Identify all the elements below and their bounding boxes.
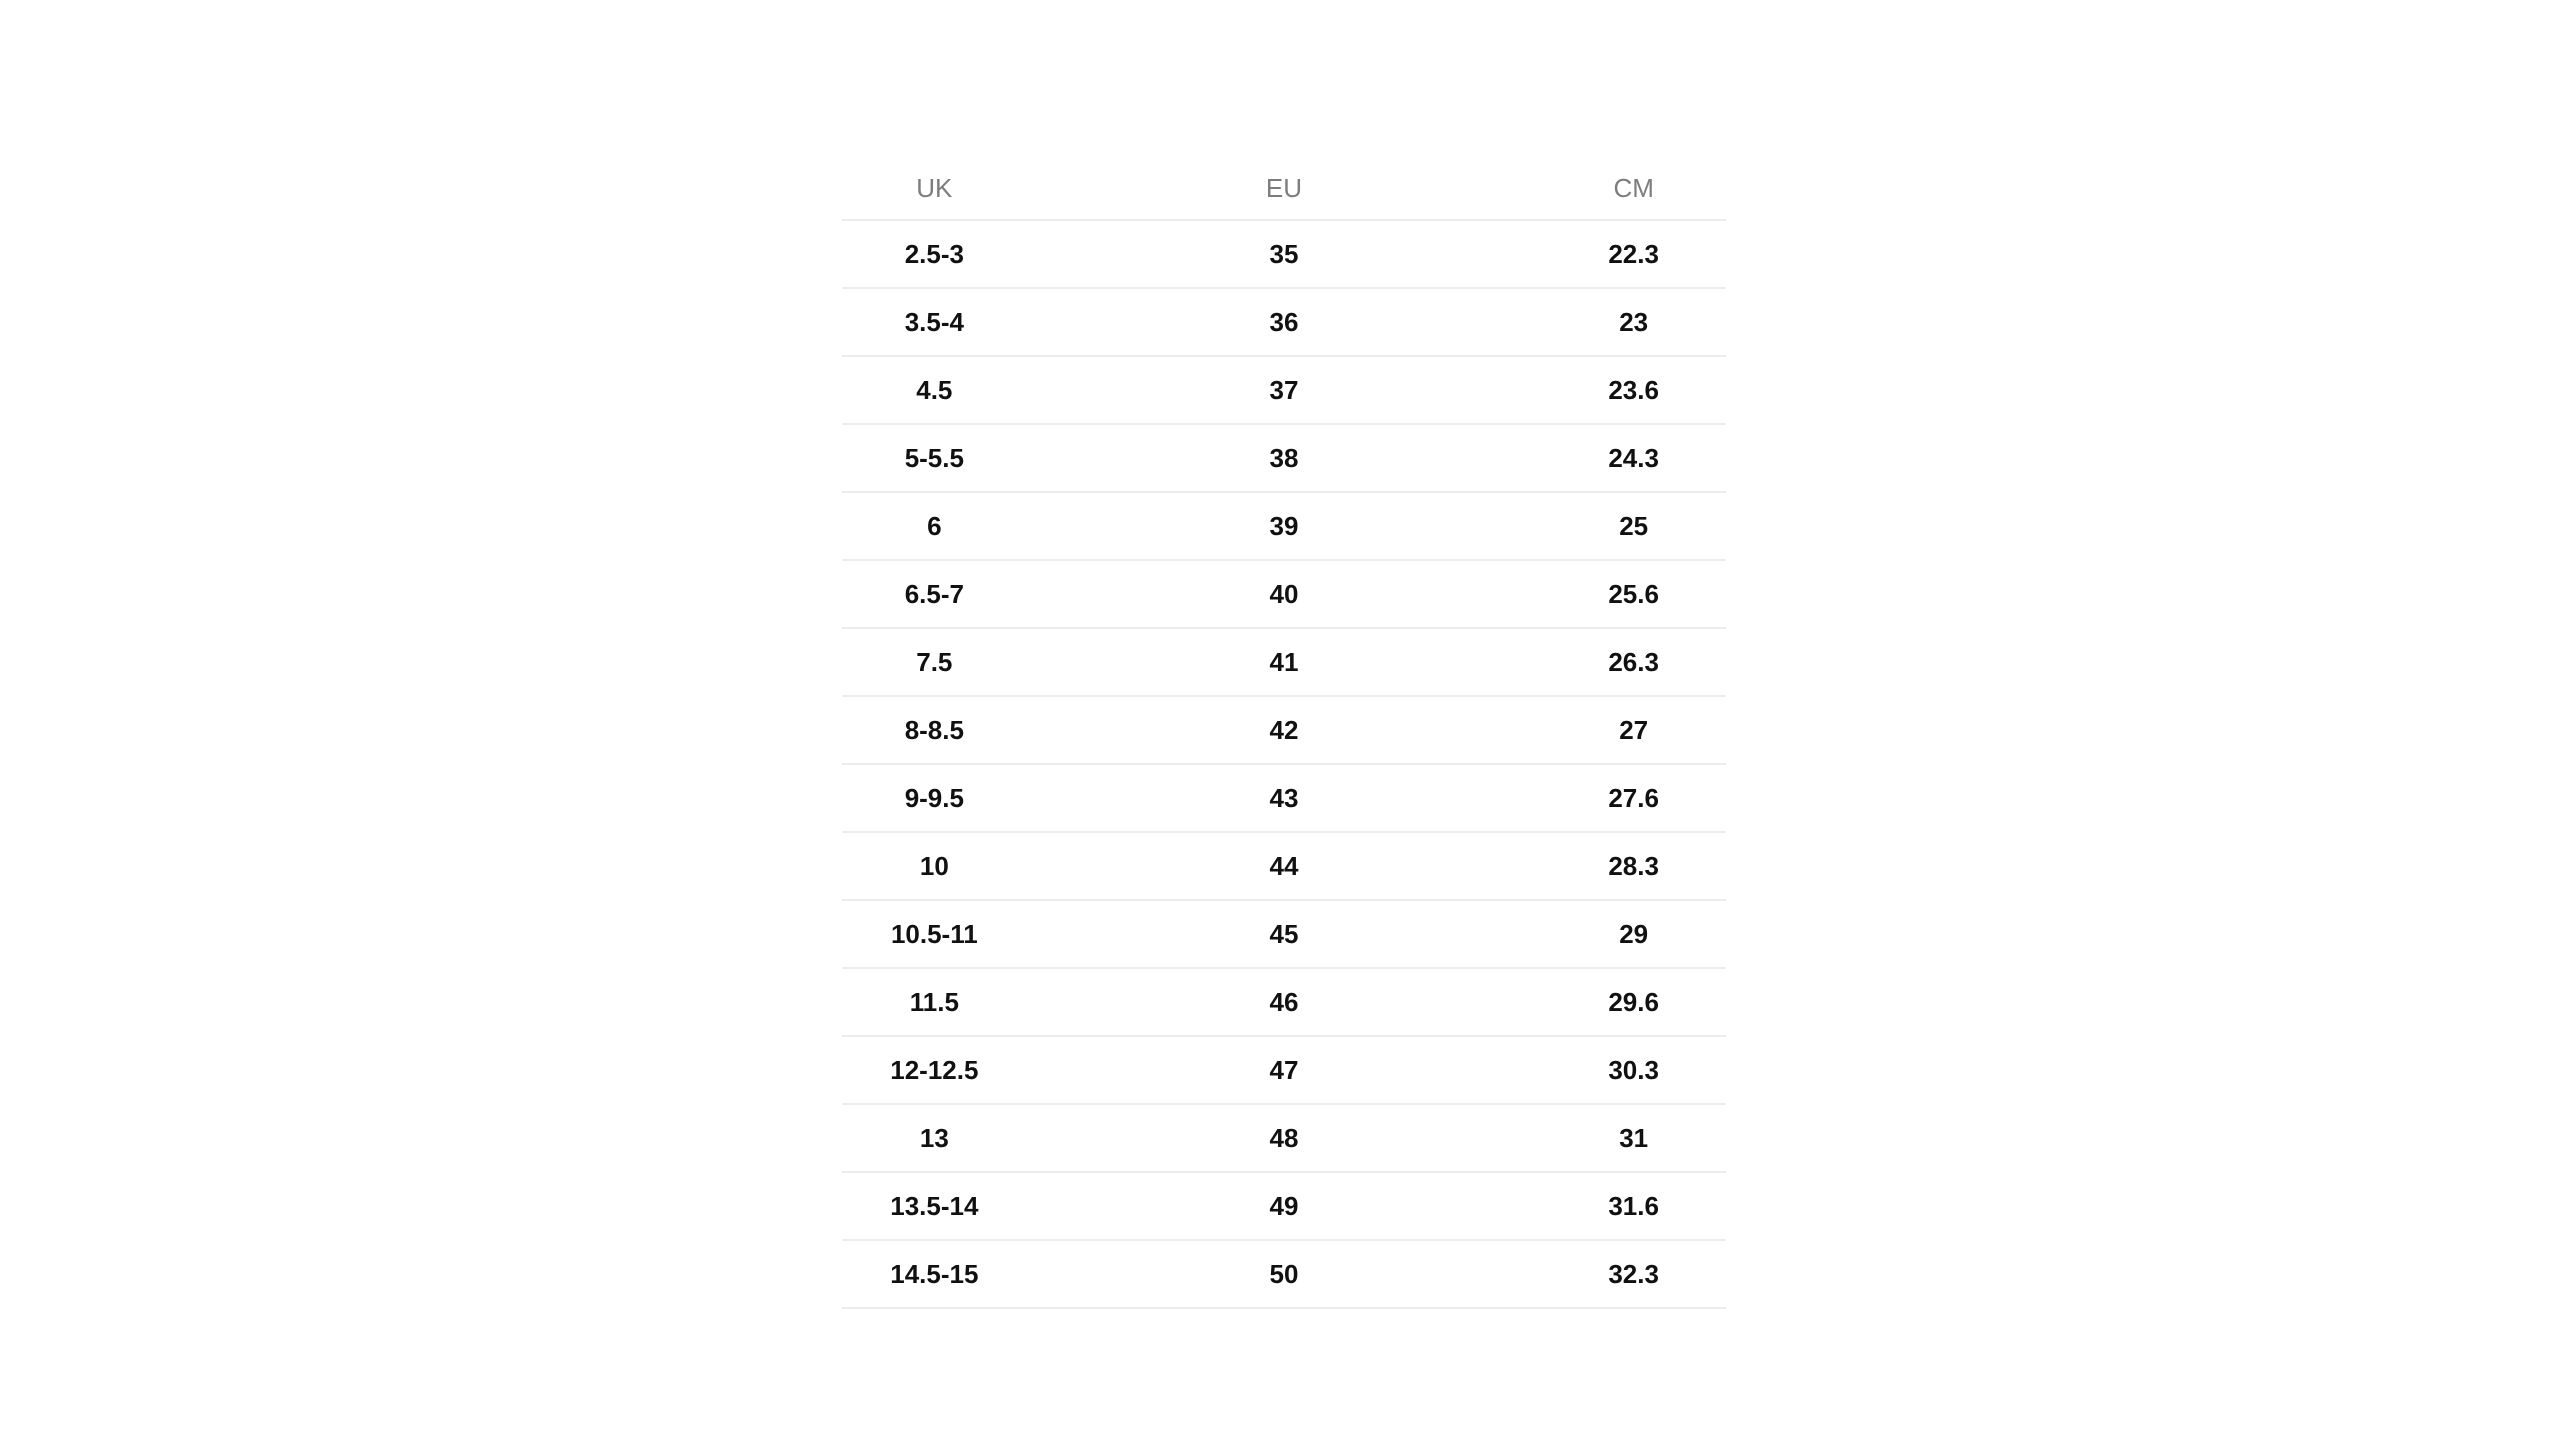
cell-uk: 11.5 <box>842 968 1137 1036</box>
table-row <box>842 628 1726 696</box>
size-chart-table <box>842 157 1726 1309</box>
cell-cm: 27.6 <box>1431 764 1726 832</box>
cell-cm: 23 <box>1431 288 1726 356</box>
cell-eu: 37 <box>1137 356 1432 424</box>
column-header-uk: UK <box>842 157 1137 220</box>
cell-uk: 10 <box>842 832 1137 900</box>
table-row <box>842 696 1726 764</box>
cell-eu: 35 <box>1137 220 1432 288</box>
table-row <box>842 356 1726 424</box>
table-row <box>842 1104 1726 1172</box>
table-row <box>842 1036 1726 1104</box>
cell-cm: 32.3 <box>1431 1240 1726 1308</box>
cell-cm: 30.3 <box>1431 1036 1726 1104</box>
cell-uk: 7.5 <box>842 628 1137 696</box>
table-row <box>842 968 1726 1036</box>
cell-eu: 41 <box>1137 628 1432 696</box>
cell-uk: 13.5-14 <box>842 1172 1137 1240</box>
cell-cm: 31.6 <box>1431 1172 1726 1240</box>
table-row <box>842 900 1726 968</box>
cell-uk: 12-12.5 <box>842 1036 1137 1104</box>
cell-eu: 44 <box>1137 832 1432 900</box>
cell-uk: 6 <box>842 492 1137 560</box>
table-header <box>842 157 1726 220</box>
cell-cm: 24.3 <box>1431 424 1726 492</box>
table-row <box>842 764 1726 832</box>
cell-cm: 22.3 <box>1431 220 1726 288</box>
cell-eu: 47 <box>1137 1036 1432 1104</box>
cell-uk: 3.5-4 <box>842 288 1137 356</box>
cell-cm: 28.3 <box>1431 832 1726 900</box>
cell-cm: 25.6 <box>1431 560 1726 628</box>
table-row <box>842 560 1726 628</box>
cell-uk: 13 <box>842 1104 1137 1172</box>
cell-eu: 42 <box>1137 696 1432 764</box>
table-row <box>842 288 1726 356</box>
cell-eu: 43 <box>1137 764 1432 832</box>
table-row <box>842 1172 1726 1240</box>
table-row <box>842 220 1726 288</box>
cell-eu: 46 <box>1137 968 1432 1036</box>
table-row <box>842 492 1726 560</box>
cell-eu: 50 <box>1137 1240 1432 1308</box>
cell-uk: 2.5-3 <box>842 220 1137 288</box>
cell-cm: 29.6 <box>1431 968 1726 1036</box>
cell-cm: 29 <box>1431 900 1726 968</box>
cell-cm: 31 <box>1431 1104 1726 1172</box>
cell-eu: 38 <box>1137 424 1432 492</box>
cell-uk: 10.5-11 <box>842 900 1137 968</box>
cell-eu: 36 <box>1137 288 1432 356</box>
cell-eu: 49 <box>1137 1172 1432 1240</box>
header-row <box>842 157 1726 220</box>
cell-cm: 27 <box>1431 696 1726 764</box>
cell-uk: 14.5-15 <box>842 1240 1137 1308</box>
table-row <box>842 1240 1726 1308</box>
cell-eu: 48 <box>1137 1104 1432 1172</box>
column-header-eu: EU <box>1137 157 1432 220</box>
cell-uk: 5-5.5 <box>842 424 1137 492</box>
table-body <box>842 220 1726 1308</box>
cell-cm: 25 <box>1431 492 1726 560</box>
cell-eu: 40 <box>1137 560 1432 628</box>
cell-eu: 45 <box>1137 900 1432 968</box>
table-row <box>842 832 1726 900</box>
cell-uk: 4.5 <box>842 356 1137 424</box>
cell-uk: 9-9.5 <box>842 764 1137 832</box>
column-header-cm: CM <box>1431 157 1726 220</box>
cell-eu: 39 <box>1137 492 1432 560</box>
cell-cm: 26.3 <box>1431 628 1726 696</box>
cell-uk: 8-8.5 <box>842 696 1137 764</box>
cell-uk: 6.5-7 <box>842 560 1137 628</box>
cell-cm: 23.6 <box>1431 356 1726 424</box>
table-row <box>842 424 1726 492</box>
